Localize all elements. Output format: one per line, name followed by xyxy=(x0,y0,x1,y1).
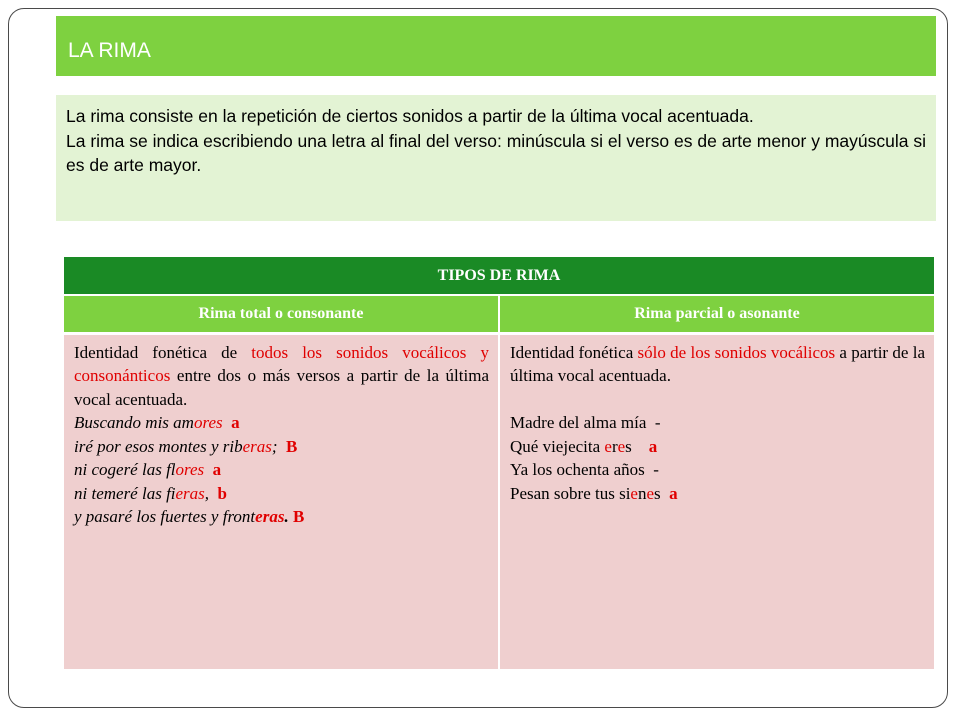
rhyme-ending: ores xyxy=(193,413,223,432)
rhyme-ending: eras xyxy=(255,507,285,526)
verse-line: Buscando mis amores a xyxy=(74,413,240,432)
verse-line: iré por esos montes y riberas; B xyxy=(74,436,298,456)
rhyme-ending: ores xyxy=(175,460,205,479)
verse-line: Qué viejecita eres a xyxy=(510,436,658,456)
verse-line: Madre del alma mía - xyxy=(510,413,661,432)
intro-box xyxy=(56,95,936,221)
rhyme-mark: b xyxy=(217,483,228,503)
rhyme-vowel: e xyxy=(604,436,612,456)
definition-parcial xyxy=(510,341,925,388)
verse-line: ni temeré las fieras, b xyxy=(74,483,228,503)
rhyme-vowel: e xyxy=(617,436,626,456)
rhyme-types-table xyxy=(64,257,934,669)
rhyme-mark: a xyxy=(648,436,658,456)
rhyme-ending: eras xyxy=(175,483,205,503)
column-header-parcial: Rima parcial o asonante xyxy=(499,295,934,333)
definition-text: Identidad fonética xyxy=(510,342,638,362)
definition-text: Identidad fonética de xyxy=(74,342,252,362)
cell-rima-total xyxy=(64,333,499,669)
rhyme-ending: eras xyxy=(242,436,272,456)
intro-paragraph-1: La rima consiste en la repetición de ciertos sonidos a partir de la última vocal acentuada. xyxy=(66,106,754,126)
spacer xyxy=(510,388,925,412)
rhyme-mark: B xyxy=(292,507,305,526)
verse-line: Pesan sobre tus sienes a xyxy=(510,483,678,503)
rhyme-mark: - xyxy=(653,460,659,479)
table-header: TIPOS DE RIMA xyxy=(64,257,934,295)
rhyme-vowel: e xyxy=(630,483,638,503)
verse-line: ni cogeré las flores a xyxy=(74,460,222,479)
definition-text: entre dos o más versos a partir de la última vocal acentuada. xyxy=(74,366,489,409)
intro-paragraph-2: La rima se indica escribiendo una letra al final del verso: minúscula si el verso es de arte menor y mayúscula si es de arte mayor. xyxy=(66,130,926,175)
definition-text: a partir de la última vocal acentuada. xyxy=(510,342,925,385)
cell-rima-parcial xyxy=(499,333,934,669)
rhyme-mark: - xyxy=(654,413,661,432)
slide-title xyxy=(56,16,936,76)
rhyme-mark: a xyxy=(231,413,240,432)
column-header-total: Rima total o consonante xyxy=(64,295,499,333)
rhyme-vowel: e xyxy=(646,483,655,503)
definition-total xyxy=(74,341,489,412)
slide-title-text: LA RIMA xyxy=(68,39,151,62)
verse-line: Ya los ochenta años - xyxy=(510,460,659,479)
rhyme-mark: a xyxy=(669,483,678,503)
rhyme-mark: a xyxy=(212,460,222,479)
definition-highlight: sólo de los sonidos vocálicos xyxy=(637,342,836,362)
definition-highlight: todos los sonidos vocálicos y consonánticos xyxy=(74,342,489,385)
rhyme-mark: B xyxy=(286,436,298,456)
verse-line: y pasaré los fuertes y fronteras. B xyxy=(74,507,305,526)
